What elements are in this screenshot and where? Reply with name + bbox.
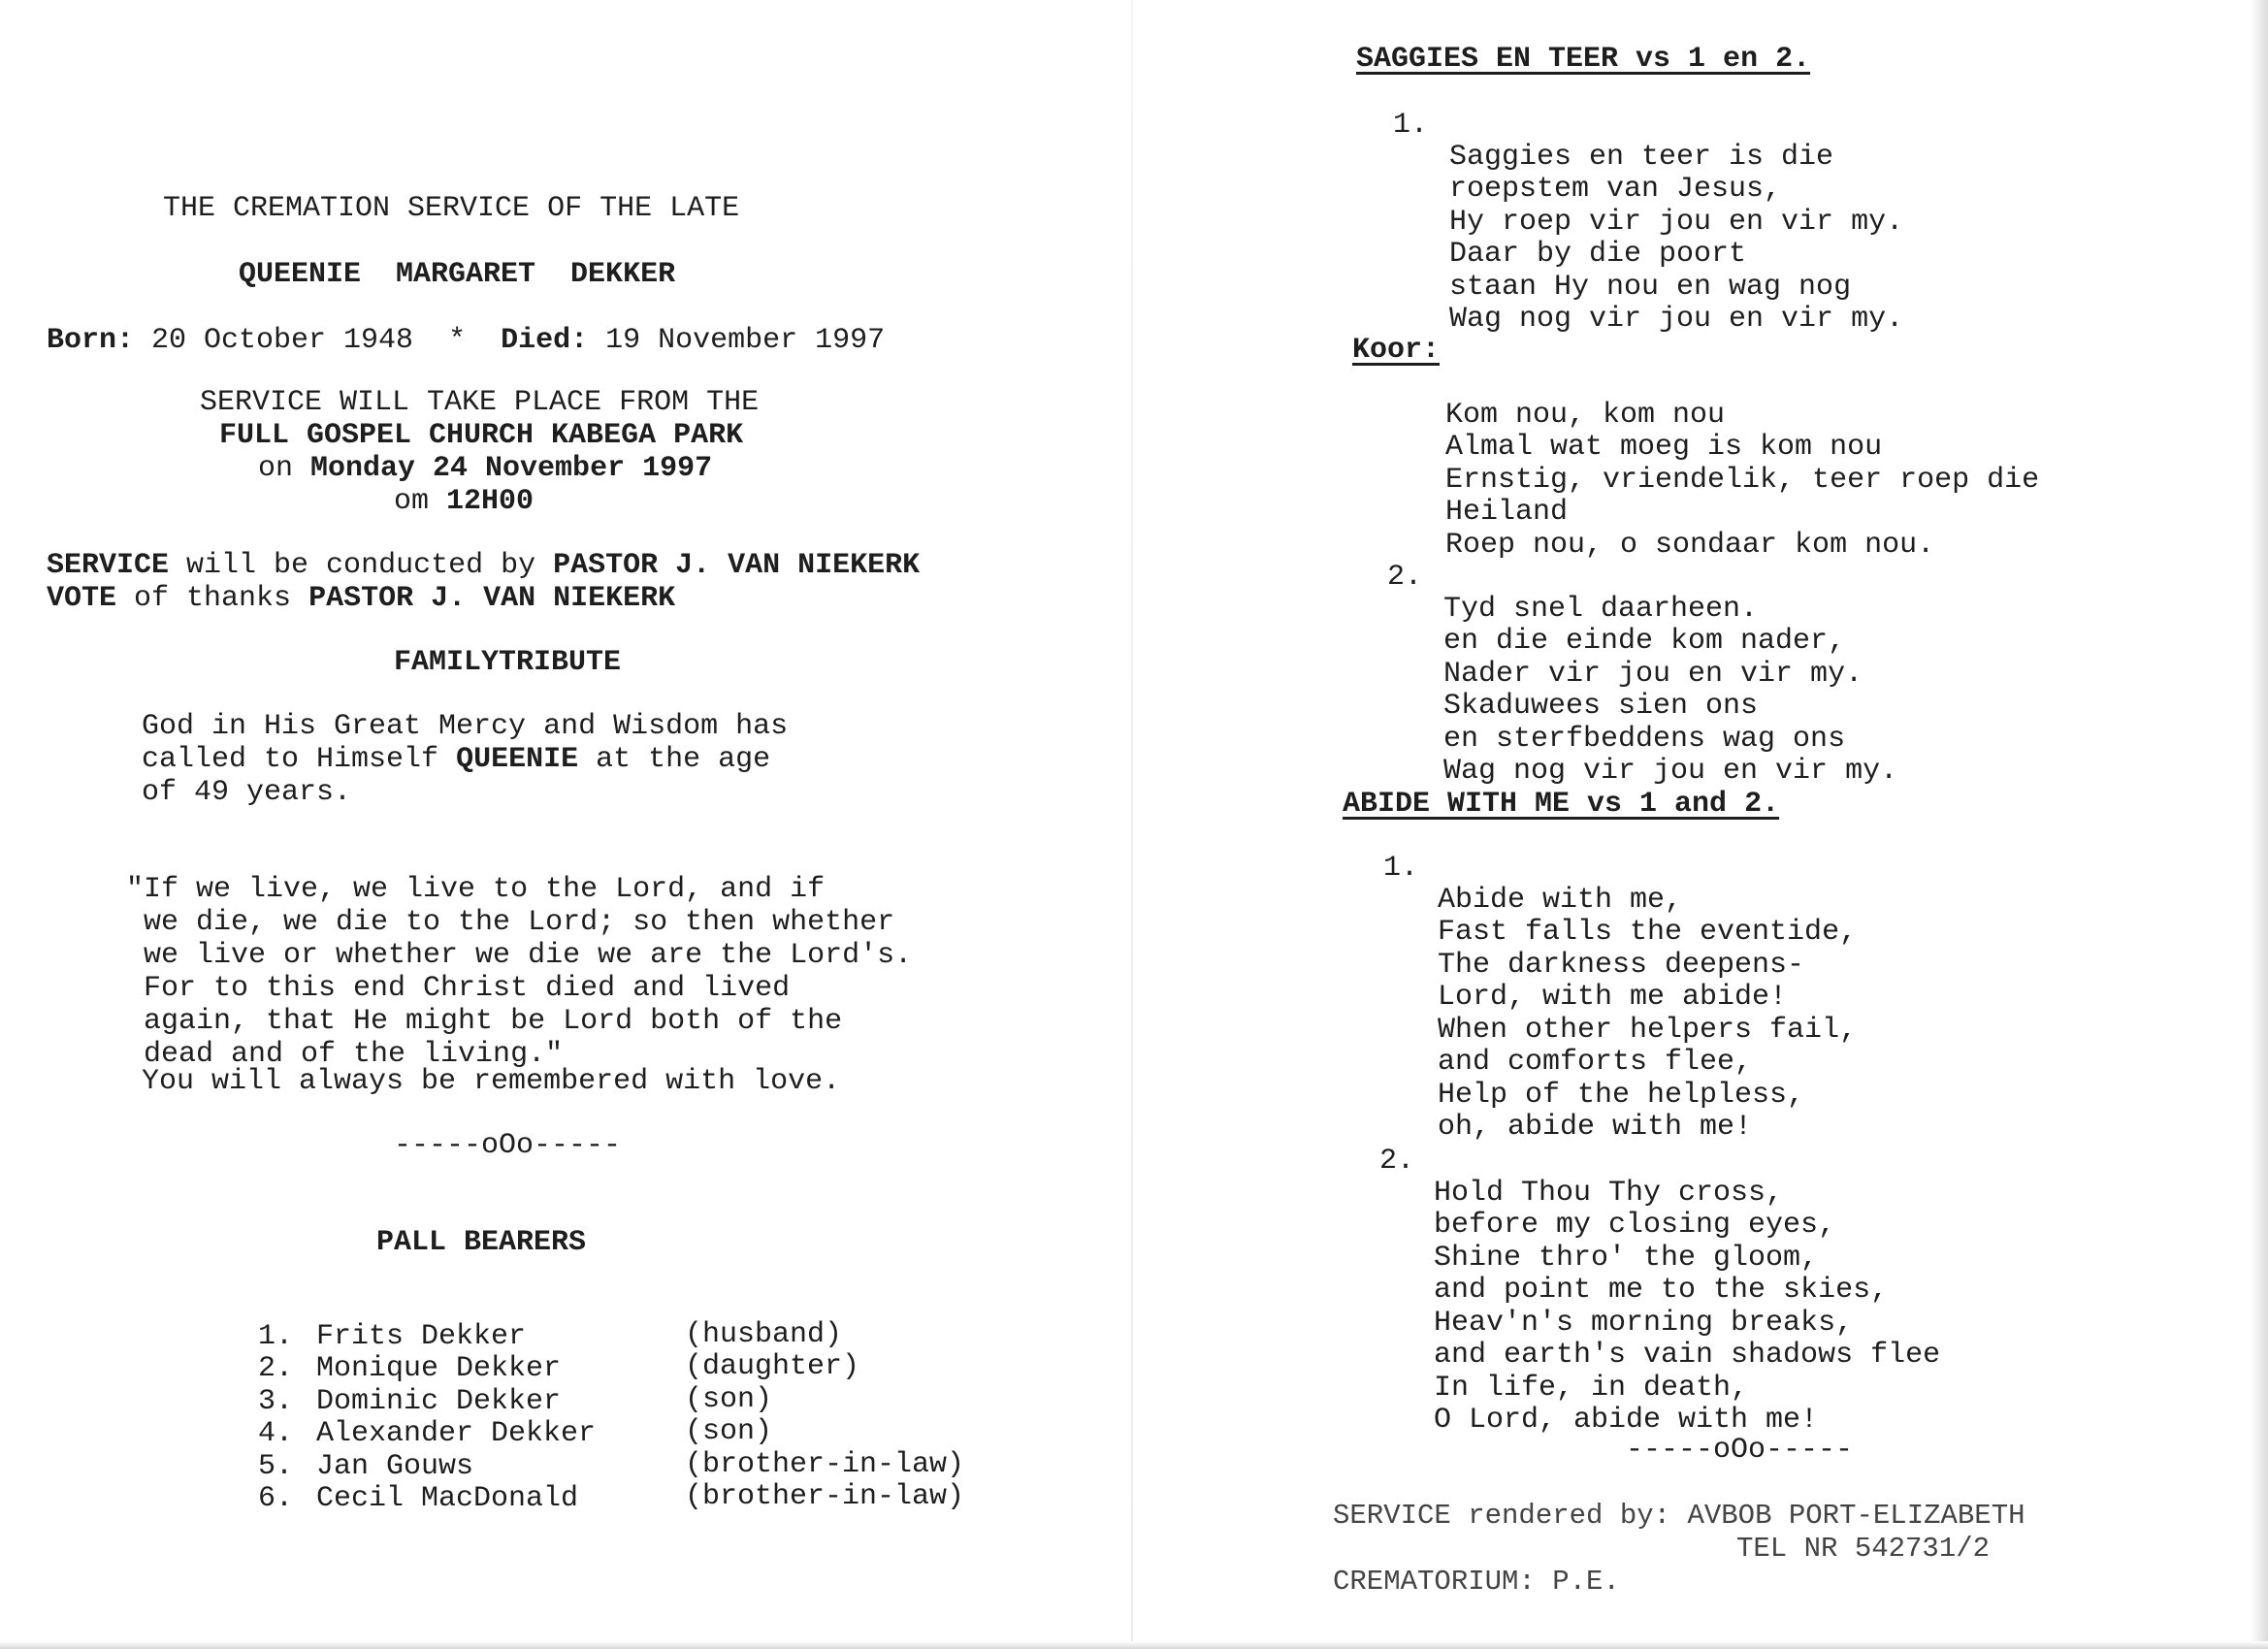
pall-bearers-relations	[685, 1286, 964, 1514]
service-date	[258, 452, 712, 485]
vote-label: VOTE	[47, 582, 117, 615]
cremation-title: THE CREMATION SERVICE OF THE LATE	[163, 192, 740, 225]
verse-line: Help of the helpless,	[1438, 1078, 1805, 1112]
verse-line: Almal wat moeg is kom nou	[1445, 431, 1883, 464]
pall-bearers-heading: PALL BEARERS	[376, 1226, 587, 1259]
vote-line	[47, 582, 675, 615]
verse-line: before my closing eyes,	[1434, 1209, 1836, 1242]
list-item-relation: (son)	[685, 1415, 773, 1448]
list-item-number: 3.	[258, 1384, 294, 1418]
scan-shadow	[0, 1641, 2268, 1649]
verse-line: Shine thro' the gloom,	[1434, 1241, 1819, 1275]
hymn-2-title: ABIDE WITH ME vs 1 and 2.	[1343, 788, 1780, 821]
hymn-1-title: SAGGIES EN TEER vs 1 en 2.	[1356, 43, 1811, 76]
verse-line: The darkness deepens-	[1438, 948, 1805, 982]
church-name: FULL GOSPEL CHURCH KABEGA PARK	[219, 419, 744, 452]
hymn-1-verse-2	[1443, 561, 1897, 789]
conducted-by: PASTOR J. VAN NIEKERK	[553, 549, 921, 582]
paper-edge	[2251, 0, 2268, 1649]
list-item-number: 4.	[258, 1417, 294, 1450]
scripture-line: For to this end Christ died and lived	[126, 972, 791, 1005]
telephone-number: TEL NR 542731/2	[1736, 1533, 1991, 1565]
verse-line: and point me to the skies,	[1434, 1274, 1889, 1307]
tribute-line-3: of 49 years.	[142, 776, 352, 809]
vote-text: of thanks	[116, 582, 309, 615]
verse-line: Kom nou, kom nou	[1445, 398, 1726, 432]
died-label: Died:	[501, 324, 589, 357]
divider: -----oOo-----	[394, 1129, 622, 1162]
conducted-text: will be conducted by	[169, 549, 554, 582]
scripture-line: we die, we die to the Lord; so then whether	[126, 906, 895, 939]
scripture-line: we live or whether we die we are the Lord's.	[126, 939, 913, 972]
verse-line: en sterfbeddens wag ons	[1443, 722, 1846, 756]
verse-line: Wag nog vir jou en vir my.	[1449, 303, 1904, 336]
hymn-2-verse-2-number: 2.	[1379, 1145, 1415, 1178]
list-item: Frits Dekker	[316, 1319, 527, 1353]
hymn-2-verse-1	[1438, 852, 1857, 1145]
hymn-2-verse-1-number: 1.	[1383, 852, 1419, 885]
hymn-1-verse-1	[1449, 109, 1903, 337]
list-item: Jan Gouws	[316, 1449, 474, 1483]
list-item-relation: (husband)	[685, 1317, 843, 1351]
verse-line: Nader vir jou en vir my.	[1443, 657, 1863, 691]
verse-line: roepstem van Jesus,	[1449, 173, 1782, 206]
list-item: Cecil MacDonald	[316, 1482, 579, 1515]
verse-line: staan Hy nou en wag nog	[1449, 270, 1852, 304]
service-time-value: 12H00	[446, 485, 535, 518]
tribute-line-1: God in His Great Mercy and Wisdom has	[142, 710, 789, 743]
verse-line: Tyd snel daarheen.	[1443, 592, 1759, 626]
list-item-number: 1.	[258, 1319, 294, 1353]
verse-line: In life, in death,	[1434, 1371, 1749, 1405]
verse-line: Hold Thou Thy cross,	[1434, 1176, 1784, 1210]
verse-line: Fast falls the eventide,	[1438, 916, 1858, 949]
conducted-line	[47, 549, 920, 582]
list-item: Monique Dekker	[316, 1352, 562, 1385]
born-label: Born:	[47, 324, 135, 357]
conducted-label: SERVICE	[47, 549, 170, 582]
tribute-name: QUEENIE	[456, 743, 579, 776]
hymn-2-verse-2	[1434, 1145, 1940, 1438]
verse-line: Saggies en teer is die	[1449, 140, 1834, 174]
crematorium: CREMATORIUM: P.E.	[1333, 1566, 1620, 1598]
verse-line: Heav'n's morning breaks,	[1434, 1306, 1854, 1340]
verse-line: Wag nog vir jou en vir my.	[1443, 755, 1898, 788]
service-place-intro: SERVICE WILL TAKE PLACE FROM THE	[200, 386, 760, 419]
verse-line: and earth's vain shadows flee	[1434, 1339, 1941, 1372]
service-time	[394, 485, 534, 518]
list-item-number: 6.	[258, 1482, 294, 1515]
verse-line: When other helpers fail,	[1438, 1013, 1858, 1047]
dates-line	[47, 324, 885, 357]
scripture-line: dead and of the living."	[126, 1038, 564, 1071]
verse-line: Roep nou, o sondaar kom nou.	[1445, 528, 1935, 562]
list-item: Alexander Dekker	[316, 1417, 597, 1450]
list-item-relation: (daughter)	[685, 1350, 860, 1383]
verse-line: Ernstig, vriendelik, teer roep die	[1445, 463, 2040, 497]
verse-line: Skaduwees sien ons	[1443, 690, 1759, 723]
verse-line: Lord, with me abide!	[1438, 981, 1788, 1014]
list-item-relation: (brother-in-law)	[685, 1480, 965, 1513]
page-fold	[1131, 0, 1133, 1649]
scripture-quote	[126, 840, 912, 1071]
verse-line: and comforts flee,	[1438, 1046, 1753, 1079]
rendered-by: SERVICE rendered by: AVBOB PORT-ELIZABETH	[1333, 1500, 2025, 1532]
list-item: Dominic Dekker	[316, 1384, 562, 1418]
verse-line: oh, abide with me!	[1438, 1111, 1753, 1144]
pall-bearers-names	[316, 1288, 596, 1516]
verse-line: Daar by die poort	[1449, 238, 1747, 271]
verse-line: O Lord, abide with me!	[1434, 1404, 1819, 1437]
verse-line: Heiland	[1445, 496, 1569, 529]
list-item-relation: (brother-in-law)	[685, 1447, 965, 1481]
service-time-prefix: om	[394, 485, 447, 518]
remembered-line: You will always be remembered with love.	[142, 1065, 841, 1098]
scripture-line: "If we live, we live to the Lord, and if	[126, 873, 826, 906]
tribute-line-2-c: at the age	[578, 743, 771, 776]
born-date: 20 October 1948 *	[134, 324, 502, 357]
deceased-name: QUEENIE MARGARET DEKKER	[239, 258, 676, 291]
scripture-line: again, that He might be Lord both of the	[126, 1005, 843, 1038]
service-date-value: Monday 24 November 1997	[310, 452, 713, 485]
list-item-relation: (son)	[685, 1382, 773, 1416]
hymn-1-verse-1-number: 1.	[1393, 109, 1429, 142]
divider: -----oOo-----	[1626, 1434, 1854, 1467]
tribute-line-2-a: called to Himself	[142, 743, 457, 776]
chorus-label: Koor:	[1352, 334, 1441, 367]
chorus	[1445, 367, 2039, 562]
list-item-number: 5.	[258, 1449, 294, 1483]
tribute-heading: FAMILYTRIBUTE	[394, 646, 622, 679]
verse-line: Abide with me,	[1438, 883, 1683, 917]
vote-by: PASTOR J. VAN NIEKERK	[308, 582, 676, 615]
list-item-number: 2.	[258, 1352, 294, 1385]
verse-line: Hy roep vir jou en vir my.	[1449, 205, 1904, 239]
hymn-1-verse-2-number: 2.	[1387, 561, 1423, 594]
tribute-line-2	[142, 743, 770, 776]
died-date: 19 November 1997	[588, 324, 886, 357]
verse-line: en die einde kom nader,	[1443, 625, 1846, 658]
service-date-prefix: on	[258, 452, 311, 485]
pall-bearers-numbers	[258, 1288, 293, 1516]
